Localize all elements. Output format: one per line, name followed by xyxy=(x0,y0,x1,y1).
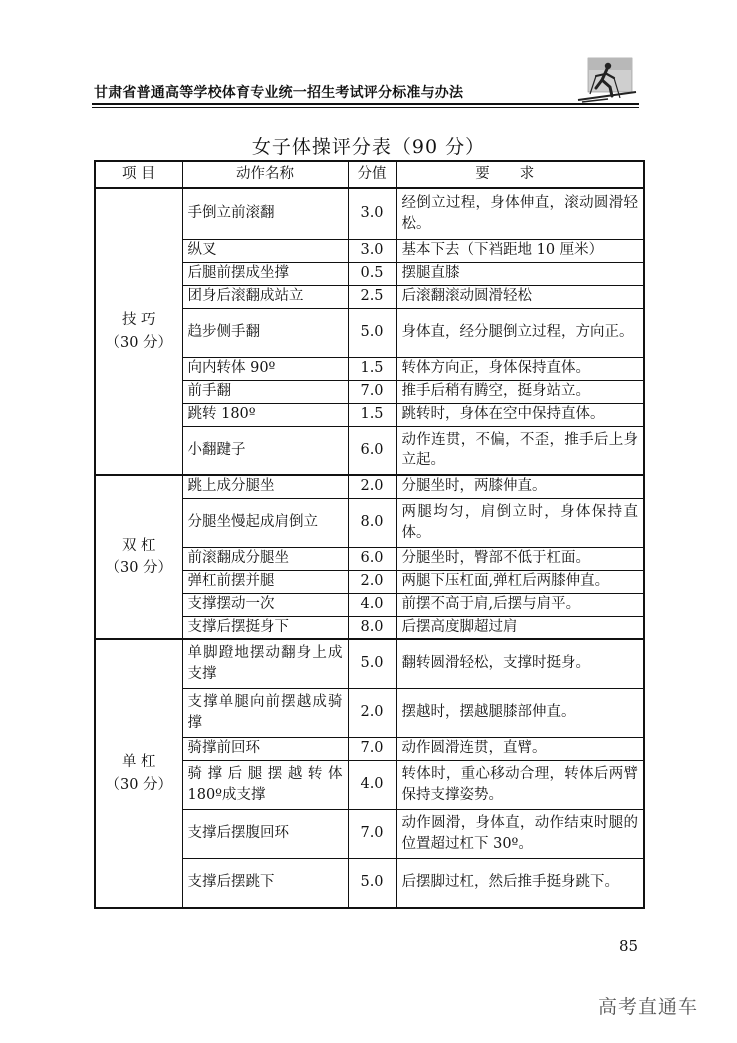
requirement-cell: 转体方向正，身体保持直体。 xyxy=(396,357,644,380)
action-name-cell: 支撑后摆腹回环 xyxy=(182,809,348,858)
score-cell: 8.0 xyxy=(348,616,396,639)
action-name-cell: 后腿前摆成坐撑 xyxy=(182,262,348,285)
running-header: 甘肃省普通高等学校体育专业统一招生考试评分标准与办法 xyxy=(94,85,464,101)
action-name-cell: 跳上成分腿坐 xyxy=(182,475,348,498)
category-name: 双 杠 xyxy=(121,537,156,554)
action-name-cell: 前手翻 xyxy=(182,380,348,403)
requirement-cell: 身体直，经分腿倒立过程，方向正。 xyxy=(396,308,644,357)
requirement-cell: 经倒立过程，身体伸直，滚动圆滑轻松。 xyxy=(396,188,644,239)
requirement-cell: 跳转时，身体在空中保持直体。 xyxy=(396,403,644,426)
action-name-cell: 支撑单腿向前摆越成骑撑 xyxy=(182,688,348,737)
header-rule-thin xyxy=(92,107,639,108)
column-header-name: 动作名称 xyxy=(182,161,348,188)
score-cell: 2.0 xyxy=(348,570,396,593)
action-name-cell: 小翻踺子 xyxy=(182,426,348,475)
score-cell: 0.5 xyxy=(348,262,396,285)
requirement-cell: 前摆不高于肩,后摆与肩平。 xyxy=(396,593,644,616)
requirement-cell: 摆腿直膝 xyxy=(396,262,644,285)
requirement-cell: 分腿坐时，臀部不低于杠面。 xyxy=(396,547,644,570)
category-points: （30 分） xyxy=(105,776,173,793)
action-name-cell: 纵叉 xyxy=(182,239,348,262)
requirement-cell: 动作连贯，不偏，不歪，推手后上身立起。 xyxy=(396,426,644,475)
score-cell: 5.0 xyxy=(348,639,396,688)
category-cell xyxy=(95,639,182,908)
requirement-cell: 基本下去（下裆距地 10 厘米） xyxy=(396,239,644,262)
action-name-cell: 支撑摆动一次 xyxy=(182,593,348,616)
action-name-cell: 骑撑前回环 xyxy=(182,737,348,760)
action-name-cell: 弹杠前摆并腿 xyxy=(182,570,348,593)
watermark: 高考直通车 xyxy=(598,996,699,1018)
action-name-cell: 分腿坐慢起成肩倒立 xyxy=(182,498,348,547)
action-name-cell: 支撑后摆跳下 xyxy=(182,858,348,908)
scoring-table xyxy=(94,160,645,909)
score-cell: 6.0 xyxy=(348,547,396,570)
score-cell: 3.0 xyxy=(348,239,396,262)
requirement-cell: 分腿坐时，两膝伸直。 xyxy=(396,475,644,498)
category-cell xyxy=(95,188,182,475)
requirement-cell: 后滚翻滚动圆滑轻松 xyxy=(396,285,644,308)
category-points: （30 分） xyxy=(105,334,173,351)
requirement-cell: 推手后稍有腾空，挺身站立。 xyxy=(396,380,644,403)
table-header-row xyxy=(95,161,644,188)
table-row xyxy=(95,639,644,688)
action-name-cell: 支撑后摆挺身下 xyxy=(182,616,348,639)
category-points: （30 分） xyxy=(105,560,173,576)
score-cell: 8.0 xyxy=(348,498,396,547)
action-name-cell: 向内转体 90º xyxy=(182,357,348,380)
table-body xyxy=(95,188,644,908)
action-name-cell: 趋步侧手翻 xyxy=(182,308,348,357)
page-number: 85 xyxy=(619,937,639,955)
score-cell: 4.0 xyxy=(348,760,396,809)
column-header-category: 项 目 xyxy=(95,161,182,188)
requirement-cell: 动作圆滑，身体直，动作结束时腿的位置超过杠下 30º。 xyxy=(396,809,644,858)
requirement-cell: 两腿下压杠面,弹杠后两膝伸直。 xyxy=(396,570,644,593)
score-cell: 7.0 xyxy=(348,737,396,760)
score-cell: 6.0 xyxy=(348,426,396,475)
column-header-score: 分值 xyxy=(348,161,396,188)
action-name-cell: 团身后滚翻成站立 xyxy=(182,285,348,308)
score-cell: 5.0 xyxy=(348,858,396,908)
requirement-cell: 转体时，重心移动合理，转体后两臂保持支撑姿势。 xyxy=(396,760,644,809)
score-cell: 1.5 xyxy=(348,357,396,380)
requirement-cell: 摆越时，摆越腿膝部伸直。 xyxy=(396,688,644,737)
table-title: 女子体操评分表（90 分） xyxy=(251,136,486,158)
score-cell: 2.0 xyxy=(348,688,396,737)
skier-icon xyxy=(574,54,638,106)
requirement-cell: 两腿均匀，肩倒立时，身体保持直体。 xyxy=(396,498,644,547)
category-name: 单 杠 xyxy=(121,754,156,771)
score-cell: 5.0 xyxy=(348,308,396,357)
action-name-cell: 跳转 180º xyxy=(182,403,348,426)
score-cell: 7.0 xyxy=(348,380,396,403)
score-cell: 2.0 xyxy=(348,475,396,498)
action-name-cell: 单脚蹬地摆动翻身上成支撑 xyxy=(182,639,348,688)
category-cell xyxy=(95,475,182,639)
score-cell: 4.0 xyxy=(348,593,396,616)
score-cell: 1.5 xyxy=(348,403,396,426)
score-cell: 3.0 xyxy=(348,188,396,239)
table-row xyxy=(95,188,644,239)
requirement-cell: 后摆脚过杠，然后推手挺身跳下。 xyxy=(396,858,644,908)
requirement-cell: 后摆高度脚超过肩 xyxy=(396,616,644,639)
action-name-cell: 骑撑后腿摆越转体 180º成支撑 xyxy=(182,760,348,809)
action-name-cell: 手倒立前滚翻 xyxy=(182,188,348,239)
category-name: 技 巧 xyxy=(121,312,156,329)
requirement-cell: 动作圆滑连贯，直臂。 xyxy=(396,737,644,760)
score-cell: 7.0 xyxy=(348,809,396,858)
column-header-requirement: 要求 xyxy=(396,161,644,188)
action-name-cell: 前滚翻成分腿坐 xyxy=(182,547,348,570)
header-rule xyxy=(92,103,639,105)
score-cell: 2.5 xyxy=(348,285,396,308)
table-row xyxy=(95,475,644,498)
requirement-cell: 翻转圆滑轻松，支撑时挺身。 xyxy=(396,639,644,688)
